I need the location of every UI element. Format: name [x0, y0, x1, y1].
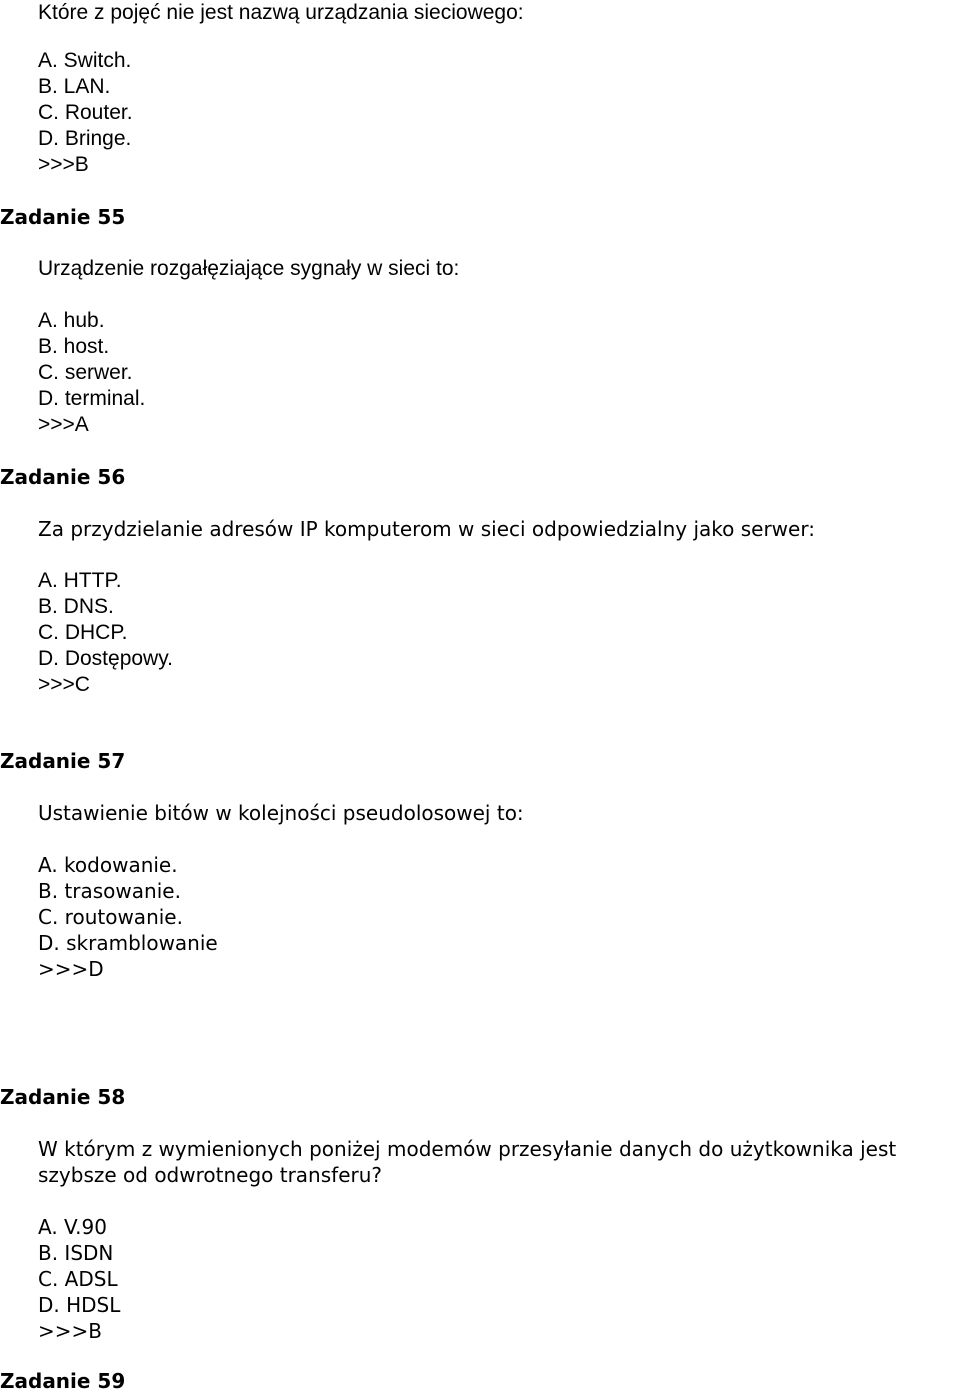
- answer-option: C. DHCP.: [38, 621, 128, 644]
- answer-option: B. DNS.: [38, 595, 114, 618]
- answer-option: C. ADSL: [38, 1267, 118, 1291]
- answer-option: B. host.: [38, 335, 110, 358]
- task-heading: Zadanie 56: [0, 465, 126, 489]
- task-heading: Zadanie 59: [0, 1369, 126, 1393]
- answer-option: D. Bringe.: [38, 127, 132, 150]
- answer-option: B. LAN.: [38, 75, 111, 98]
- question-text: Urządzenie rozgałęziające sygnały w sieci to:: [38, 257, 460, 280]
- question-text-line-2: szybsze od odwrotnego transferu?: [38, 1163, 383, 1187]
- answer-option: D. terminal.: [38, 387, 146, 410]
- answer-option: D. skramblowanie: [38, 931, 218, 955]
- answer-option: C. routowanie.: [38, 905, 183, 929]
- correct-answer: >>>D: [38, 957, 104, 981]
- question-text: Które z pojęć nie jest nazwą urządzania sieciowego:: [38, 1, 524, 24]
- correct-answer: >>>B: [38, 153, 89, 176]
- question-text-line-1: W którym z wymienionych poniżej modemów przesyłanie danych do użytkownika jest: [38, 1137, 897, 1161]
- task-heading: Zadanie 55: [0, 205, 126, 229]
- answer-option: B. ISDN: [38, 1241, 114, 1265]
- answer-option: C. Router.: [38, 101, 133, 124]
- task-heading: Zadanie 58: [0, 1085, 126, 1109]
- answer-option: B. trasowanie.: [38, 879, 181, 903]
- question-text: Za przydzielanie adresów IP komputerom w sieci odpowiedzialny jako serwer:: [38, 517, 815, 541]
- question-text: Ustawienie bitów w kolejności pseudolosowej to:: [38, 801, 524, 825]
- answer-option: A. hub.: [38, 309, 105, 332]
- correct-answer: >>>A: [38, 413, 89, 436]
- answer-option: A. HTTP.: [38, 569, 122, 592]
- correct-answer: >>>C: [38, 673, 90, 696]
- answer-option: A. kodowanie.: [38, 853, 178, 877]
- answer-option: D. Dostępowy.: [38, 647, 173, 670]
- correct-answer: >>>B: [38, 1319, 102, 1343]
- answer-option: A. Switch.: [38, 49, 132, 72]
- answer-option: C. serwer.: [38, 361, 133, 384]
- task-heading: Zadanie 57: [0, 749, 126, 773]
- answer-option: D. HDSL: [38, 1293, 121, 1317]
- answer-option: A. V.90: [38, 1215, 107, 1239]
